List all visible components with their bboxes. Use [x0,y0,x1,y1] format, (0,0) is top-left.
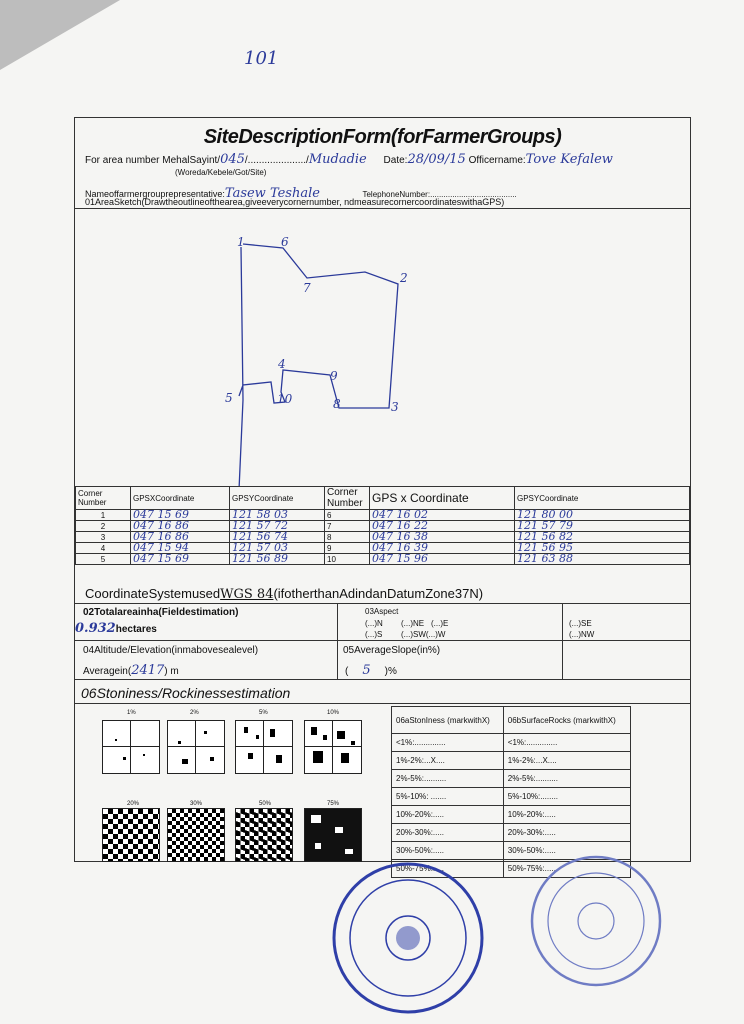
total-area-value[interactable]: 0.932 [75,621,116,636]
header-gps-x: GPSXCoordinate [131,487,230,510]
stoniness-option[interactable]: 2%-5%:.......... [392,770,504,788]
stoniness-option[interactable]: 10%-20%:..... [392,806,504,824]
sketch-corner-3: 3 [391,400,399,414]
cell-y-2[interactable]: 121 56 82 [515,532,690,543]
divider [75,640,690,641]
divider [75,679,690,680]
cell-y[interactable]: 121 57 72 [230,521,325,532]
cell-y[interactable]: 121 56 89 [230,554,325,565]
slope-suffix: )% [384,666,397,677]
surface-rocks-option[interactable]: 30%-50%:..... [503,842,630,860]
cell-corner-2: 7 [325,521,370,532]
pct-label-10: 10% [327,710,340,716]
cell-y[interactable]: 121 58 03 [230,510,325,521]
surface-rocks-option[interactable]: 50%-75%:..... [503,860,630,878]
stoniness-ref-5pct [235,720,293,774]
cell-x[interactable]: 047 15 69 [131,554,230,565]
cell-x[interactable]: 047 15 69 [131,510,230,521]
area-sketch [75,210,690,486]
header-gps-x-2: GPS x Coordinate [370,487,515,510]
table-row [392,770,631,788]
divider [562,603,563,679]
divider [75,703,690,704]
header-corner-number-2: Corner Number [325,487,370,510]
surface-rocks-option[interactable]: 5%-10%:........ [503,788,630,806]
pct-label-5: 5% [259,710,268,716]
cell-y-2[interactable]: 121 80 00 [515,510,690,521]
corner-coordinate-table [75,486,690,565]
coordsys-value[interactable]: WGS 84 [220,587,274,602]
cell-corner: 2 [76,521,131,532]
representative-value[interactable]: Tasew Teshale [224,186,320,201]
sketch-corner-4: 4 [278,357,286,371]
sketch-corner-2: 2 [400,271,408,285]
header-gps-y-2: GPSYCoordinate [515,487,690,510]
total-area-label: 02Totalareainha(Fieldestimation) [83,607,239,618]
area-line [85,152,613,167]
sketch-corner-1: 1 [237,235,245,249]
stoniness-option[interactable]: 50%-75%:..... [392,860,504,878]
cell-corner-2: 6 [325,510,370,521]
sketch-corner-10: 10 [277,392,293,406]
site-description-form [74,117,691,873]
cell-x-2[interactable]: 047 16 22 [370,521,515,532]
total-area-unit: hectares [115,624,157,635]
stoniness-ref-50pct [235,808,293,862]
table-row [392,806,631,824]
cell-x[interactable]: 047 15 94 [131,543,230,554]
aspect-option-ne[interactable]: (...)NE [401,619,425,628]
altitude-line [83,663,179,678]
stoniness-ref-2pct [167,720,225,774]
pct-label-75: 75% [327,801,340,807]
cell-corner: 1 [76,510,131,521]
cell-x-2[interactable]: 047 16 39 [370,543,515,554]
cell-x[interactable]: 047 16 86 [131,532,230,543]
area-sketch-label: 01AreaSketch(Drawtheoutlineofthearea,giveeverycornernumber, ndmeasurecornercoordinateswithaGPS) [85,197,505,207]
kebele-value[interactable]: Mudadie [308,152,367,167]
table-row [392,752,631,770]
stoniness-ref-75pct [304,808,362,862]
date-value[interactable]: 28/09/15 [407,152,466,167]
stoniness-option[interactable]: 1%-2%:...X.... [392,752,504,770]
cell-corner-2: 8 [325,532,370,543]
surface-rocks-option[interactable]: <1%:.............. [503,734,630,752]
stoniness-title: 06Stoniness/Rockinessestimation [81,685,291,701]
divider [75,208,690,209]
area-sublabel: (Woreda/Kebele/Got/Site) [175,168,267,177]
pct-label-2: 2% [190,710,199,716]
altitude-value[interactable]: 2417 [131,663,165,678]
cell-y-2[interactable]: 121 63 88 [515,554,690,565]
telephone-label: TelephoneNumber:....................................... [362,190,517,199]
table-row [392,734,631,752]
stoniness-ref-1pct [102,720,160,774]
cell-y-2[interactable]: 121 56 95 [515,543,690,554]
pct-label-30: 30% [190,801,203,807]
divider [75,603,690,604]
surface-rocks-option[interactable]: 20%-30%:..... [503,824,630,842]
representative-label: Nameoffarmergrouprepresentative: [85,189,225,199]
cell-y[interactable]: 121 56 74 [230,532,325,543]
stoniness-ref-20pct [102,808,160,862]
cell-corner: 4 [76,543,131,554]
table-row [76,554,690,565]
slope-value[interactable]: 5 [362,663,371,678]
altitude-label: 04Altitude/Elevation(inmabovesealevel) [83,645,259,656]
sketch-corner-6: 6 [281,235,289,249]
area-separator: /...................../ [244,155,309,166]
table-row [392,788,631,806]
official-stamp [328,858,488,1018]
surface-rocks-option[interactable]: 2%-5%:.......... [503,770,630,788]
divider [337,603,338,679]
stoniness-option[interactable]: 20%-30%:..... [392,824,504,842]
aspect-option-sw-w[interactable]: (...)SW(...)W [401,630,446,639]
stoniness-option[interactable]: 30%-50%:..... [392,842,504,860]
stoniness-option[interactable]: <1%:.............. [392,734,504,752]
aspect-option-n[interactable]: (...)N [365,619,383,628]
aspect-option-se[interactable]: (...)SE [569,619,592,628]
cell-corner-2: 9 [325,543,370,554]
woreda-value[interactable]: 045 [220,152,245,167]
stoniness-header: 06aStonIness (markwithX) [392,707,504,734]
pct-label-1: 1% [127,710,136,716]
officer-label: Officername: [468,155,526,166]
table-row [392,824,631,842]
cell-x-2[interactable]: 047 15 96 [370,554,515,565]
aspect-label: 03Aspect [365,607,399,616]
aspect-option-s[interactable]: (...)S [365,630,383,639]
slope-line [345,663,397,678]
slope-prefix: ( [345,666,349,677]
pct-label-50: 50% [259,801,272,807]
stoniness-ref-30pct [167,808,225,862]
coordsys-note: (ifotherthanAdindanDatumZone37N) [273,586,484,601]
coordsys-label: CoordinateSystemused [85,586,221,601]
surface-rocks-header: 06bSurfaceRocks (markwithX) [503,707,630,734]
cell-y-2[interactable]: 121 57 79 [515,521,690,532]
date-label: Date: [383,155,408,166]
header-corner-number: Corner Number [76,487,131,510]
form-title: SiteDescriptionForm(forFarmerGroups) [203,126,562,148]
cell-corner-2: 10 [325,554,370,565]
aspect-option-e[interactable]: (...)E [431,619,449,628]
aspect-option-nw[interactable]: (...)NW [569,630,595,639]
header-gps-y: GPSYCoordinate [230,487,325,510]
stoniness-ref-10pct [304,720,362,774]
slope-label: 05AverageSlope(in%) [343,645,441,656]
cell-corner: 5 [76,554,131,565]
folded-corner [0,0,120,70]
sketch-corner-9: 9 [330,369,338,383]
total-area-line [75,621,157,636]
cell-x-2[interactable]: 047 16 02 [370,510,515,521]
pct-label-20: 20% [127,801,140,807]
cell-corner: 3 [76,532,131,543]
surface-rocks-option[interactable]: 1%-2%:...X.... [503,752,630,770]
sketch-corner-8: 8 [333,397,341,411]
coordinate-system-line [85,586,483,602]
sketch-corner-7: 7 [303,281,311,295]
altitude-suffix: ) m [164,666,179,677]
officer-value[interactable]: Tove Kefalew [525,152,613,167]
surface-rocks-option[interactable]: 10%-20%:..... [503,806,630,824]
cell-x[interactable]: 047 16 86 [131,521,230,532]
cell-x-2[interactable]: 047 16 38 [370,532,515,543]
stoniness-option[interactable]: 5%-10%: ....... [392,788,504,806]
official-stamp-faded [528,853,664,989]
page-number: 101 [244,48,279,69]
altitude-prefix: Averagein( [83,666,132,677]
sketch-corner-5: 5 [225,391,233,405]
cell-y[interactable]: 121 57 03 [230,543,325,554]
area-number-label: For area number MehalSayint/ [85,155,221,166]
